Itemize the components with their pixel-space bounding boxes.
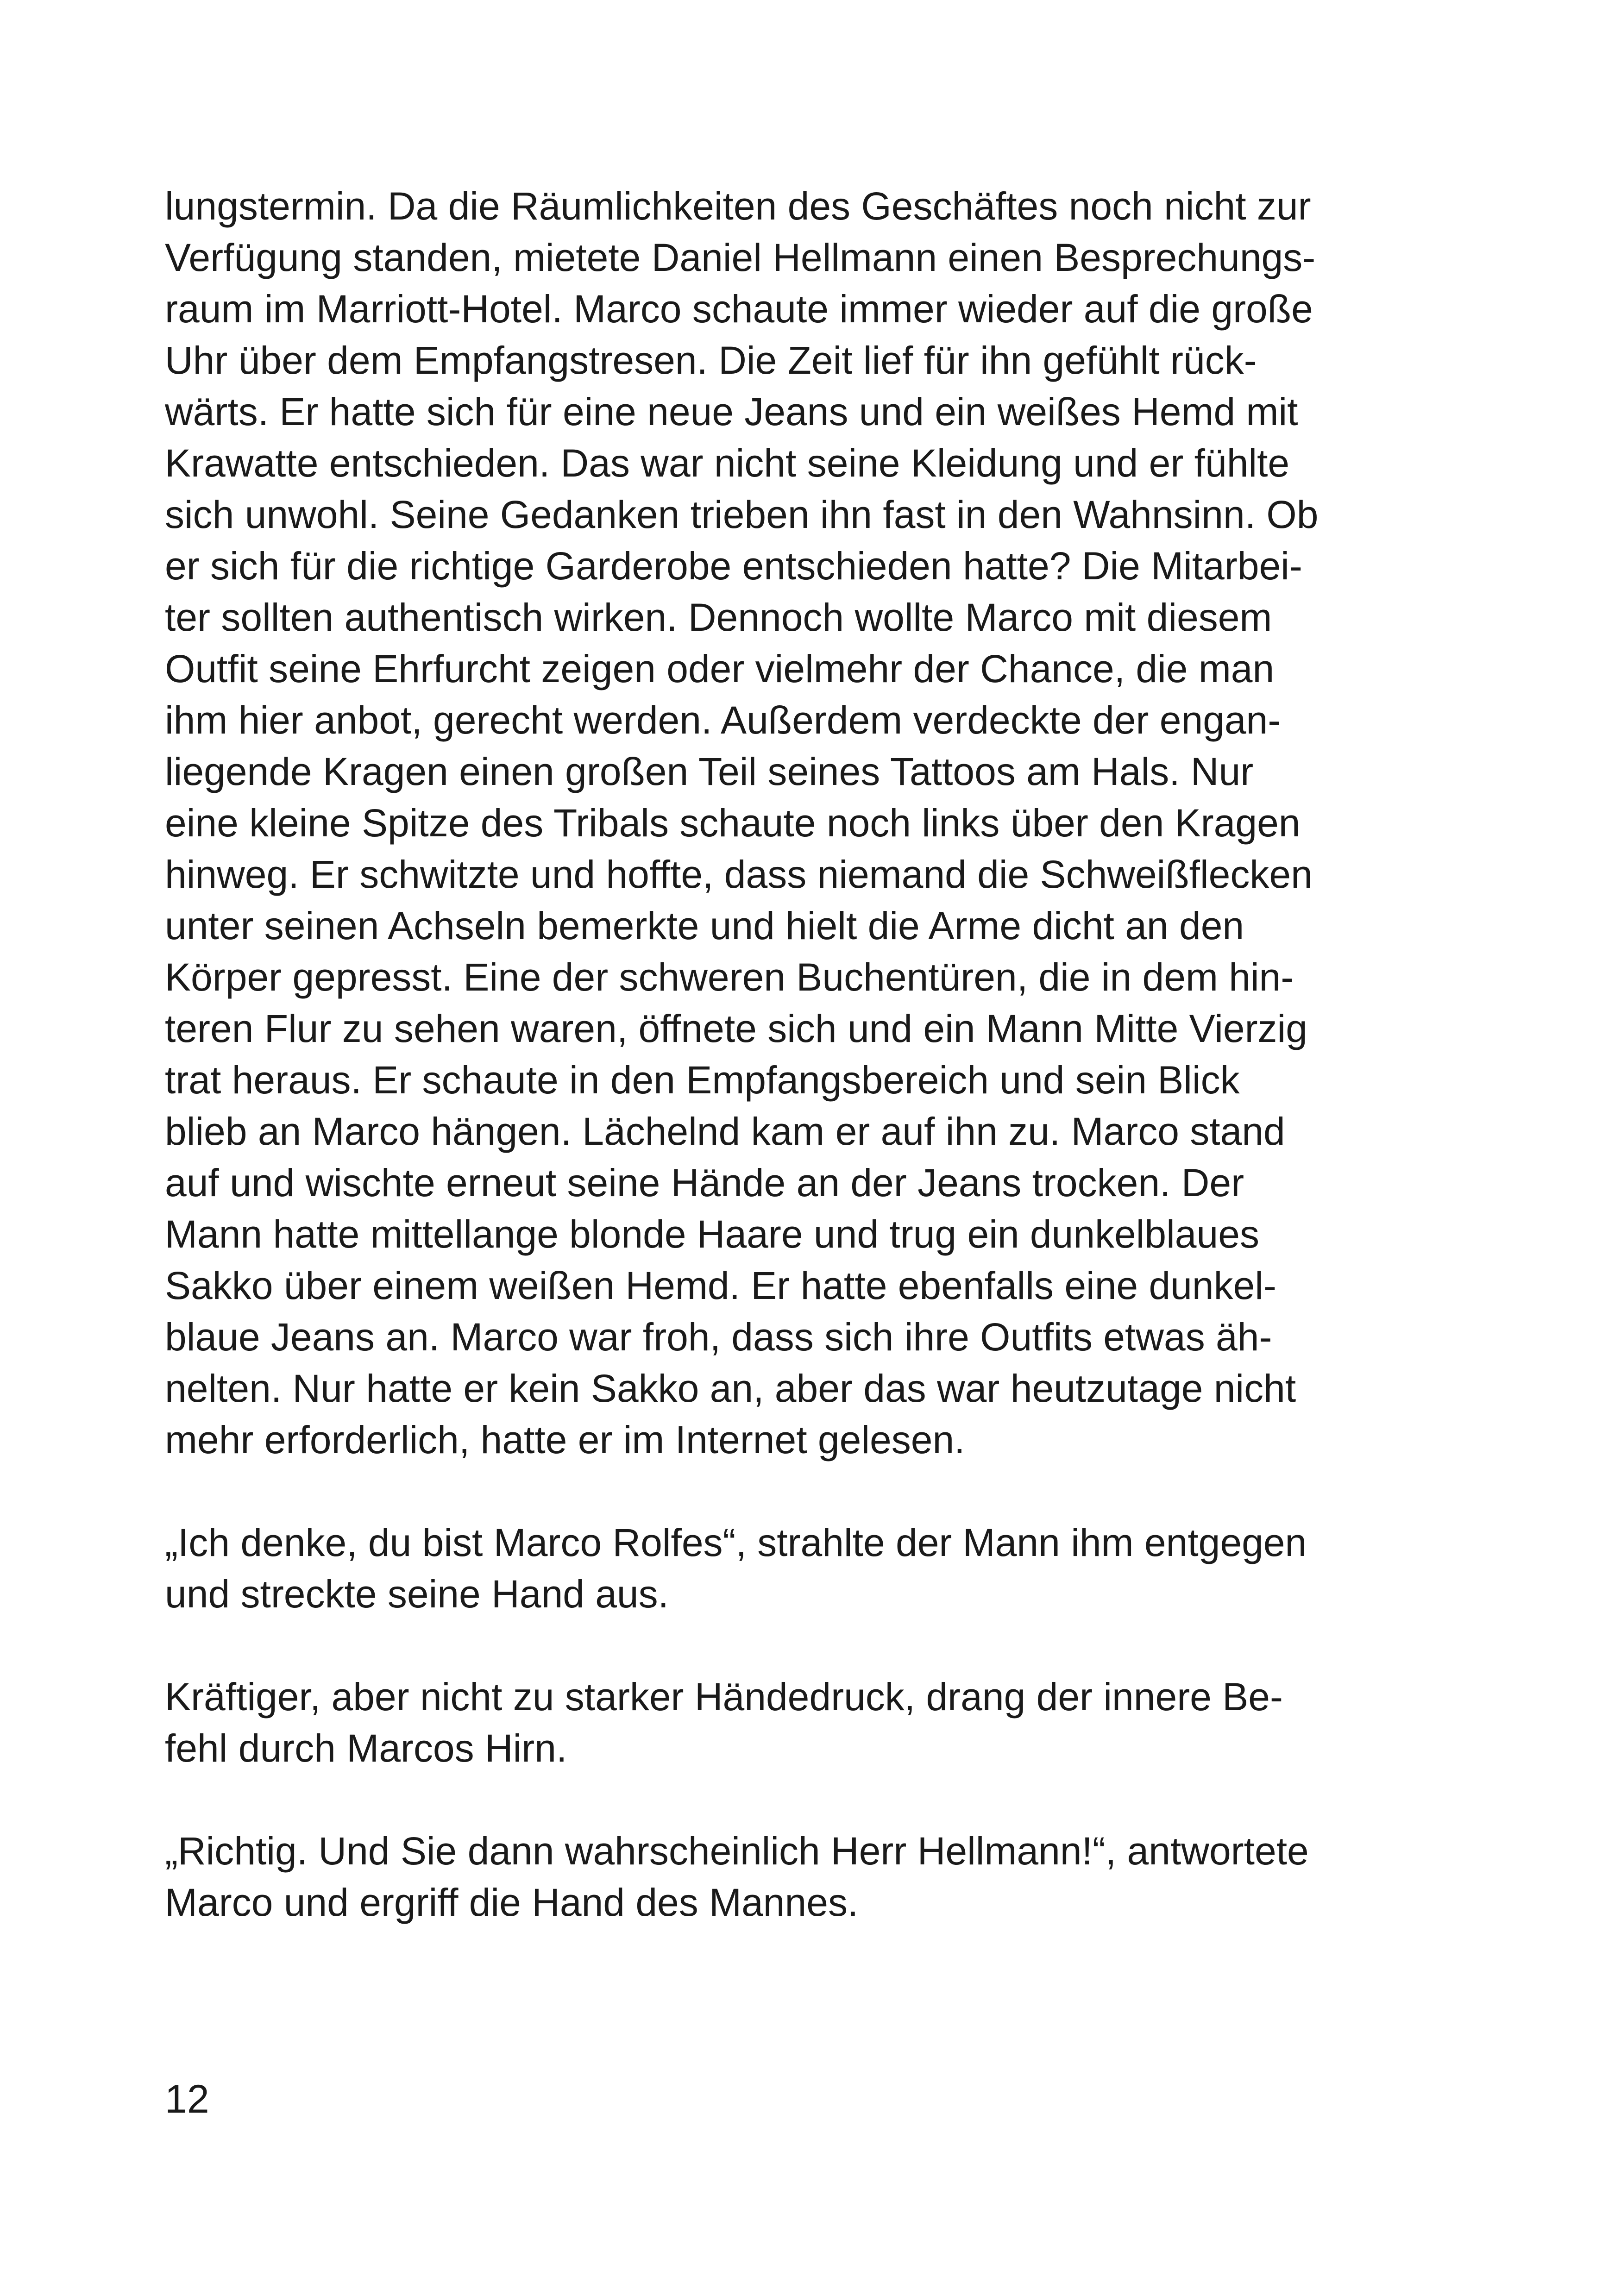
- text-line: Marco und ergriff die Hand des Mannes.: [165, 1881, 859, 1924]
- text-line: unter seinen Achseln bemerkte und hielt die Arme dicht an den: [165, 904, 1244, 947]
- text-line: er sich für die richtige Garderobe entschieden hatte? Die Mitarbei-: [165, 544, 1302, 588]
- text-line: Verfügung standen, mietete Daniel Hellmann einen Besprechungs-: [165, 236, 1316, 279]
- text-line: trat heraus. Er schaute in den Empfangsbereich und sein Blick: [165, 1058, 1240, 1102]
- text-line: ihm hier anbot, gerecht werden. Außerdem verdeckte der engan-: [165, 698, 1281, 742]
- text-line: ter sollten authentisch wirken. Dennoch wollte Marco mit diesem: [165, 596, 1272, 639]
- text-line: raum im Marriott-Hotel. Marco schaute immer wieder auf die große: [165, 287, 1313, 331]
- text-line: Outfit seine Ehrfurcht zeigen oder vielmehr der Chance, die man: [165, 647, 1275, 690]
- text-line: mehr erforderlich, hatte er im Internet gelesen.: [165, 1418, 965, 1462]
- text-line: sich unwohl. Seine Gedanken trieben ihn fast in den Wahnsinn. Ob: [165, 493, 1319, 536]
- text-line: Krawatte entschieden. Das war nicht seine Kleidung und er fühlte: [165, 441, 1290, 485]
- paragraph-spacer: [165, 1620, 1452, 1671]
- text-line: blaue Jeans an. Marco war froh, dass sich ihre Outfits etwas äh-: [165, 1315, 1272, 1359]
- text-line: liegende Kragen einen großen Teil seines Tattoos am Hals. Nur: [165, 750, 1254, 793]
- text-line: wärts. Er hatte sich für eine neue Jeans und ein weißes Hemd mit: [165, 390, 1298, 433]
- text-line: Uhr über dem Empfangstresen. Die Zeit lief für ihn gefühlt rück-: [165, 339, 1257, 382]
- paragraph-2: [165, 1517, 1452, 1620]
- paragraph-spacer: [165, 1774, 1452, 1826]
- text-line: fehl durch Marcos Hirn.: [165, 1726, 567, 1770]
- text-line: „Richtig. Und Sie dann wahrscheinlich Herr Hellmann!“, antwortete: [165, 1829, 1309, 1873]
- text-line: Sakko über einem weißen Hemd. Er hatte ebenfalls eine dunkel-: [165, 1264, 1276, 1307]
- body-text: [165, 181, 1452, 1928]
- paragraph-1: [165, 181, 1452, 1466]
- paragraph-4: [165, 1826, 1452, 1928]
- text-line: eine kleine Spitze des Tribals schaute noch links über den Kragen: [165, 801, 1301, 845]
- text-line: teren Flur zu sehen waren, öffnete sich und ein Mann Mitte Vierzig: [165, 1007, 1307, 1050]
- text-line: Kräftiger, aber nicht zu starker Händedruck, drang der innere Be-: [165, 1675, 1283, 1719]
- text-line: und streckte seine Hand aus.: [165, 1572, 669, 1616]
- text-line: blieb an Marco hängen. Lächelnd kam er auf ihn zu. Marco stand: [165, 1110, 1285, 1153]
- text-line: Körper gepresst. Eine der schweren Buchentüren, die in dem hin-: [165, 955, 1294, 999]
- paragraph-spacer: [165, 1466, 1452, 1517]
- text-line: auf und wischte erneut seine Hände an der Jeans trocken. Der: [165, 1161, 1244, 1204]
- text-line: nelten. Nur hatte er kein Sakko an, aber das war heutzutage nicht: [165, 1367, 1296, 1410]
- paragraph-3: [165, 1671, 1452, 1774]
- page-number: 12: [165, 2077, 209, 2121]
- text-line: lungstermin. Da die Räumlichkeiten des Geschäftes noch nicht zur: [165, 184, 1311, 228]
- text-line: „Ich denke, du bist Marco Rolfes“, strahlte der Mann ihm entgegen: [165, 1521, 1307, 1564]
- text-line: Mann hatte mittellange blonde Haare und trug ein dunkelblaues: [165, 1212, 1259, 1256]
- text-line: hinweg. Er schwitzte und hoffte, dass niemand die Schweißflecken: [165, 853, 1313, 896]
